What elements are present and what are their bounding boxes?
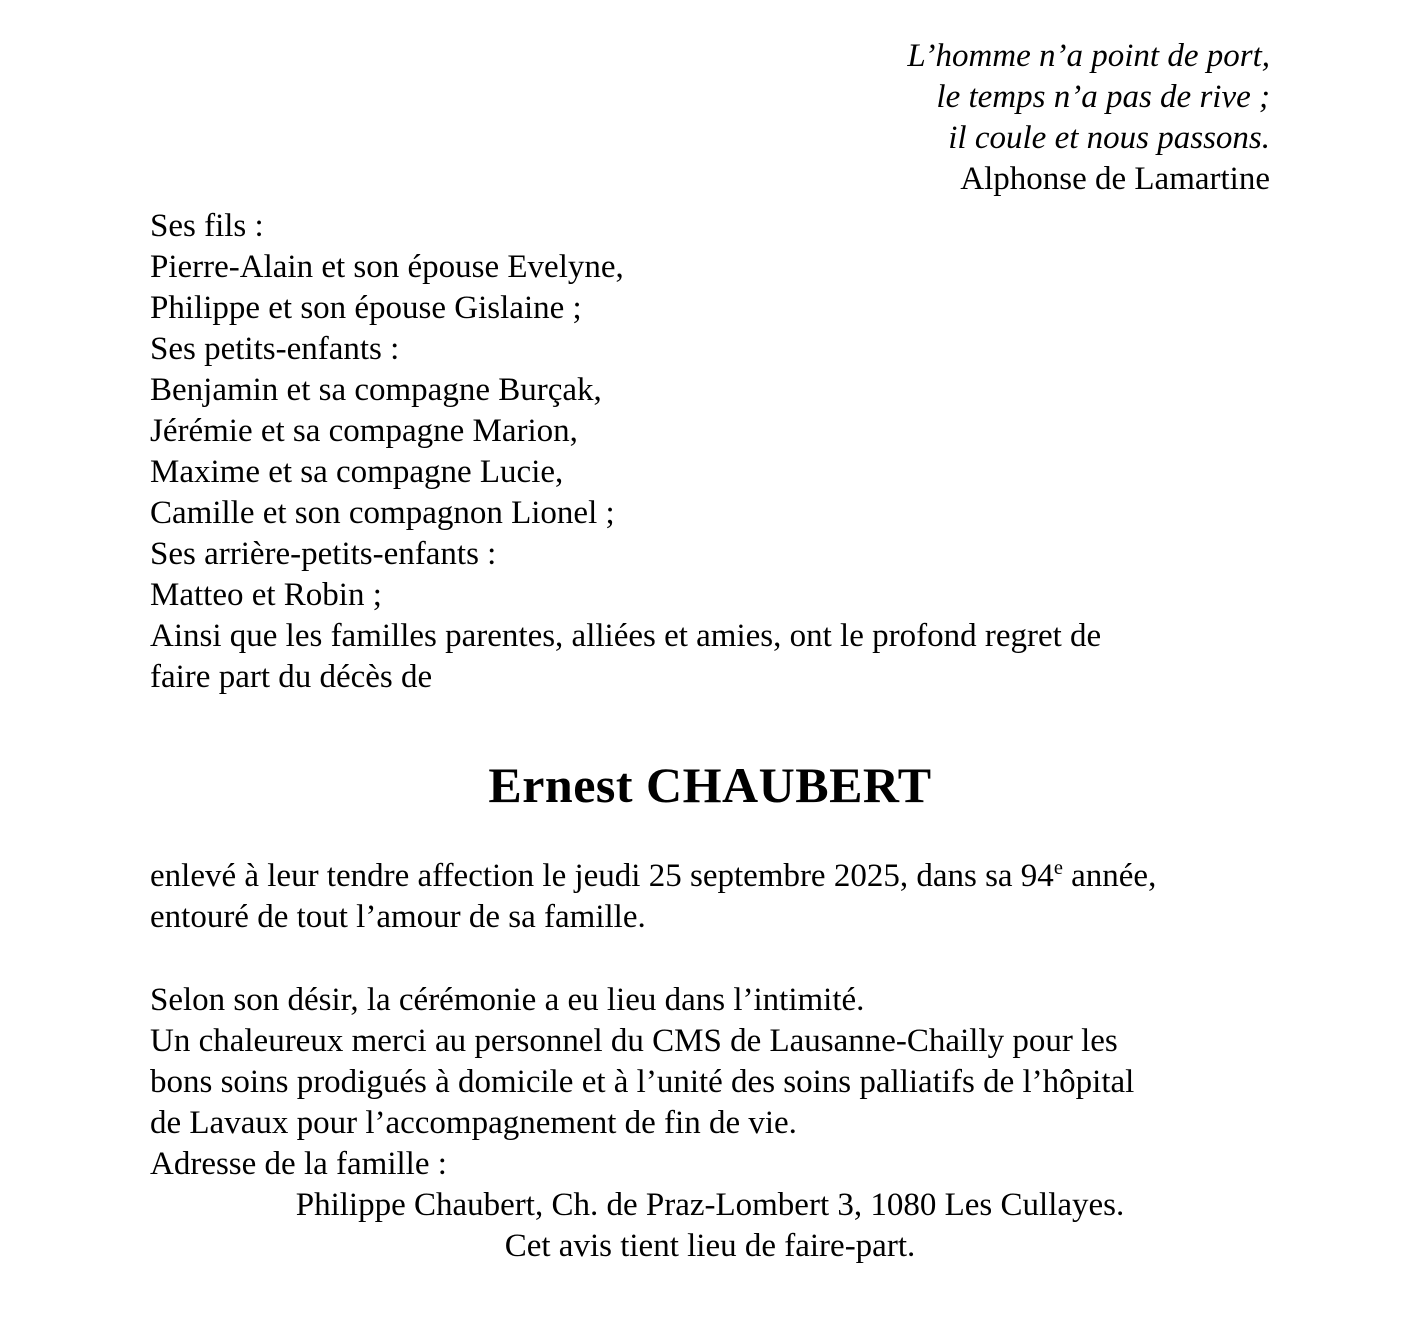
epigraph-attribution: Alphonse de Lamartine bbox=[960, 161, 1270, 197]
family-address-label: Adresse de la famille : bbox=[150, 1146, 447, 1182]
ceremony-line: de Lavaux pour l’accompagnement de fin de vie. bbox=[150, 1105, 797, 1141]
death-details-line-1 bbox=[150, 856, 1270, 897]
epigraph bbox=[150, 36, 1270, 200]
epigraph-line-1: L’homme n’a point de port, bbox=[907, 38, 1270, 74]
ceremony-line: Un chaleureux merci au personnel du CMS de Lausanne-Chailly pour les bbox=[150, 1023, 1118, 1059]
family-line: Ses petits-enfants : bbox=[150, 331, 400, 367]
family-line: Benjamin et sa compagne Burçak, bbox=[150, 372, 602, 408]
epigraph-line-3: il coule et nous passons. bbox=[948, 120, 1270, 156]
closing-statement: Cet avis tient lieu de faire-part. bbox=[504, 1228, 916, 1264]
family-line: faire part du décès de bbox=[150, 659, 433, 695]
ceremony-line: Selon son désir, la cérémonie a eu lieu dans l’intimité. bbox=[150, 982, 865, 1018]
epigraph-line-2: le temps n’a pas de rive ; bbox=[936, 79, 1270, 115]
ceremony-details bbox=[150, 980, 1270, 1267]
family-line: Ses fils : bbox=[150, 208, 264, 244]
death-details bbox=[150, 856, 1270, 938]
family-line: Maxime et sa compagne Lucie, bbox=[150, 454, 564, 490]
family-list bbox=[150, 206, 1270, 698]
death-details-text-before-superscript: enlevé à leur tendre affection le jeudi 25 septembre 2025, dans sa 94 bbox=[150, 858, 1054, 894]
family-line: Pierre-Alain et son épouse Evelyne, bbox=[150, 249, 624, 285]
family-line: Jérémie et sa compagne Marion, bbox=[150, 413, 578, 449]
family-address: Philippe Chaubert, Ch. de Praz-Lombert 3, 1080 Les Cullayes. bbox=[295, 1187, 1125, 1223]
family-line: Ainsi que les familles parentes, alliées et amies, ont le profond regret de bbox=[150, 618, 1102, 654]
family-line: Matteo et Robin ; bbox=[150, 577, 382, 613]
ceremony-line: bons soins prodigués à domicile et à l’unité des soins palliatifs de l’hôpital bbox=[150, 1064, 1135, 1100]
deceased-name: Ernest CHAUBERT bbox=[488, 757, 932, 813]
family-line: Ses arrière-petits-enfants : bbox=[150, 536, 497, 572]
family-line: Camille et son compagnon Lionel ; bbox=[150, 495, 615, 531]
death-details-line-2: entouré de tout l’amour de sa famille. bbox=[150, 899, 646, 935]
ordinal-superscript: e bbox=[1053, 857, 1063, 879]
death-details-text-after-superscript: année, bbox=[1062, 858, 1157, 894]
family-line: Philippe et son épouse Gislaine ; bbox=[150, 290, 582, 326]
